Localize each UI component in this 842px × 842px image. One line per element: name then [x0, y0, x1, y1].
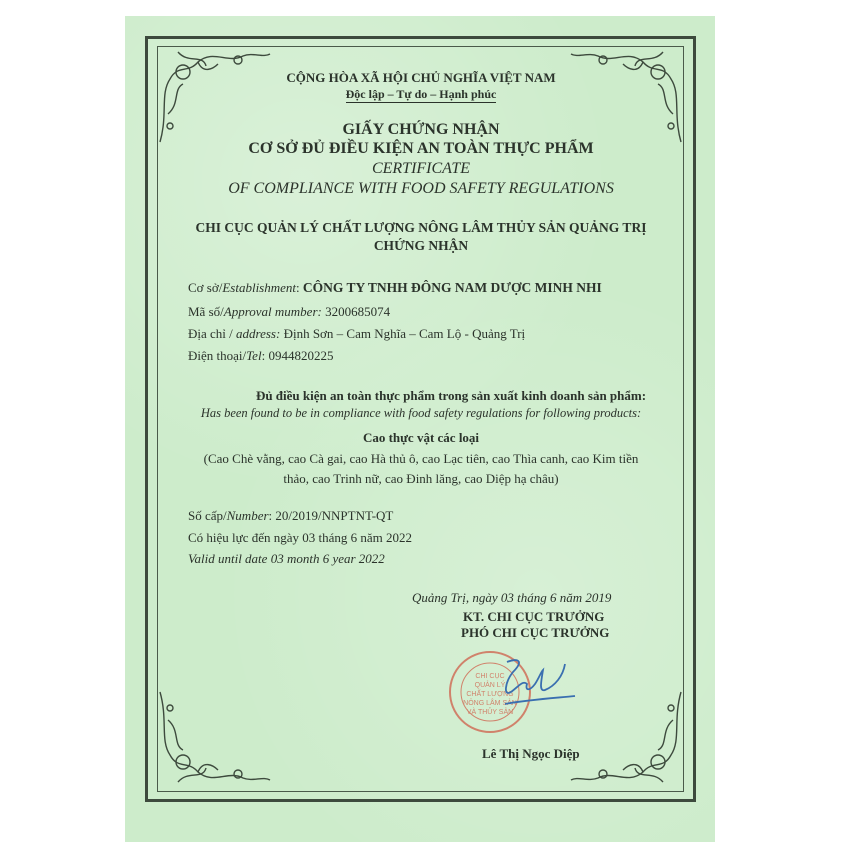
place-and-date: Quảng Trị, ngày 03 tháng 6 năm 2019: [412, 590, 612, 605]
certificate-number-row: Số cấp/Number: 20/2019/NNPTNT-QT: [188, 508, 394, 523]
signature-icon: [505, 660, 575, 704]
tel-value: 0944820225: [268, 348, 334, 363]
address-label-en: address:: [236, 326, 281, 341]
official-seal-and-signature: [445, 642, 585, 742]
svg-text:VÀ THỦY SẢN: VÀ THỦY SẢN: [466, 709, 514, 716]
certifies-heading: CHỨNG NHẬN: [373, 238, 469, 253]
tel-label-en: Tel: [246, 348, 262, 363]
tel-label-vi: Điện thoại/: [188, 348, 247, 363]
certificate-number-value: 20/2019/NNPTNT-QT: [275, 508, 394, 523]
approval-number-row: [188, 304, 390, 320]
svg-text:QUẢN LÝ: QUẢN LÝ: [474, 682, 506, 689]
product-list-line-2: thảo, cao Trinh nữ, cao Đinh lăng, cao Diệp hạ châu): [283, 471, 559, 486]
svg-text:NÔNG LÂM SẢN: NÔNG LÂM SẢN: [463, 700, 517, 707]
approval-label-en: Approval mumber:: [223, 304, 322, 319]
establishment-value: CÔNG TY TNHH ĐÔNG NAM DƯỢC MINH NHI: [302, 280, 602, 295]
certificate-title-en: CERTIFICATE: [371, 160, 471, 177]
product-category: Cao thực vật các loại: [362, 430, 480, 445]
establishment-label-en: Establishment: [222, 280, 297, 295]
number-label-en: Number: [226, 508, 269, 523]
certificate-title-vi: GIẤY CHỨNG NHẬN: [342, 121, 500, 138]
national-motto: [160, 87, 682, 102]
address-row: [188, 326, 525, 342]
number-label-vi: Số cấp/: [188, 508, 227, 523]
address-value: Định Sơn – Cam Nghĩa – Cam Lộ - Quảng Trị: [283, 326, 526, 341]
telephone-row: Điện thoại/Tel: 0944820225: [188, 348, 334, 363]
republic-heading: CỘNG HÒA XÃ HỘI CHỦ NGHĨA VIỆT NAM: [286, 70, 556, 85]
approval-value: 3200685074: [325, 304, 391, 319]
approval-label-vi: Mã số/: [188, 304, 224, 319]
signer-name: Lê Thị Ngọc Diệp: [482, 746, 580, 761]
establishment-label-vi: Cơ sở/: [188, 280, 223, 295]
product-list-line-1: (Cao Chè vằng, cao Cà gai, cao Hà thủ ô, cao Lạc tiên, cao Thìa canh, cao Kim tiền: [203, 451, 639, 466]
corner-ornament-bottom-left: [158, 690, 273, 790]
establishment-row: Cơ sở/Establishment: CÔNG TY TNHH ĐÔNG NAM DƯỢC MINH NHI: [188, 280, 602, 295]
valid-until-en: Valid until date 03 month 6 year 2022: [188, 551, 385, 566]
address-label-vi: Địa chỉ /: [188, 326, 237, 341]
motto-text: Độc lập – Tự do – Hạnh phúc: [345, 87, 497, 101]
svg-text:CHẤT LƯỢNG: CHẤT LƯỢNG: [466, 691, 514, 698]
svg-text:CHI CỤC: CHI CỤC: [475, 673, 505, 680]
compliance-statement-en: Has been found to be in compliance with food safety regulations for following products:: [200, 406, 642, 420]
signer-title-2: PHÓ CHI CỤC TRƯỞNG: [461, 625, 610, 640]
certificate-subtitle-en: OF COMPLIANCE WITH FOOD SAFETY REGULATIONS: [228, 180, 614, 197]
compliance-statement-vi: Đủ điều kiện an toàn thực phẩm trong sản xuất kinh doanh sản phẩm:: [255, 388, 647, 403]
certificate-subtitle-vi: CƠ SỞ ĐỦ ĐIỀU KIỆN AN TOÀN THỰC PHẨM: [248, 140, 594, 157]
signer-title-1: KT. CHI CỤC TRƯỞNG: [463, 609, 605, 624]
valid-until-vi: Có hiệu lực đến ngày 03 tháng 6 năm 2022: [188, 530, 413, 545]
issuing-agency: CHI CỤC QUẢN LÝ CHẤT LƯỢNG NÔNG LÂM THỦY SẢN QUẢNG TRỊ: [195, 220, 647, 235]
